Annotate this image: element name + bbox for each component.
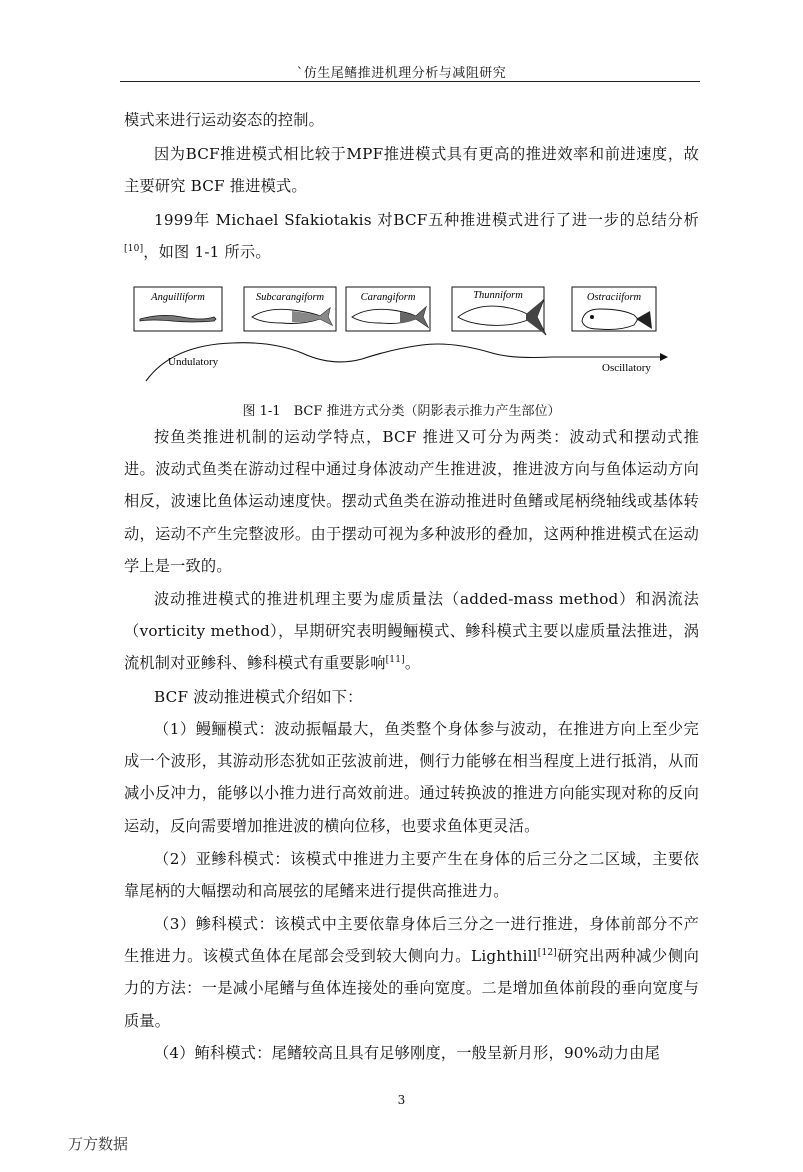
paragraph-8-text-a: （3）鲹科模式：该模式中主要依靠身体后三分之一进行推进，身体前部分不产生推进力。该模式鱼体在尾部会受到较大侧向力。Lighthill	[124, 915, 699, 966]
mode-label-thunniform: Thunniform	[473, 290, 523, 301]
paragraph-2-text-b: ，如图 1-1 所示。	[143, 243, 271, 262]
paragraph-4	[124, 583, 699, 680]
paragraph-7: （2）亚鲹科模式：该模式中推进力主要产生在身体的后三分之二区域，主要依靠尾柄的大幅摆动和高展弦的尾鳍来进行提供高推进力。	[124, 850, 699, 901]
mode-label-carangiform: Carangiform	[360, 292, 416, 303]
arrow-head	[660, 353, 668, 361]
mode-box-ostraciiform	[572, 287, 656, 331]
watermark: 万方数据	[68, 1135, 129, 1153]
paragraph-5: BCF 波动推进模式介绍如下：	[154, 688, 363, 706]
oscillatory-label: Oscillatory	[602, 362, 651, 374]
mode-box-subcarangiform	[244, 287, 336, 331]
citation-10: [10]	[124, 244, 144, 255]
paragraph-2	[124, 204, 699, 268]
undulatory-oscillatory-wave	[146, 343, 660, 381]
paragraph-8	[124, 908, 699, 1037]
paragraph-2-text-a: 1999年 Michael Sfakiotakis 对BCF五种推进模式进行了进一步的总结分析	[154, 211, 699, 229]
header-rule	[120, 81, 700, 82]
figure-caption: 图 1-1 BCF 推进方式分类（阴影表示推力产生部位）	[242, 404, 561, 419]
mode-box-carangiform	[346, 287, 430, 331]
running-header: `仿生尾鳍推进机理分析与减阻研究	[296, 66, 507, 81]
paragraph-3: 按鱼类推进机制的运动学特点，BCF 推进又可分为两类：波动式和摆动式推进。波动式鱼类在游动过程中通过身体波动产生推进波，推进波方向与鱼体运动方向相反，波速比鱼体运动速度快。摆动式鱼类在游动推进时鱼鳍或尾柄绕轴线或基体转动，运动不产生完整波形。由于摆动可视为多种波形的叠加，这两种推进模式在运动学上是一致的。	[124, 428, 699, 575]
paragraph-6: （1）鳗鲡模式：波动振幅最大，鱼类整个身体参与波动，在推进方向上至少完成一个波形，其游动形态犹如正弦波前进，侧行力能够在相当程度上进行抵消，从而减小反冲力，能够以小推力进行高效前进。通过转换波的推进方向能实现对称的反向运动，反向需要增加推进波的横向位移，也要求鱼体更灵活。	[124, 720, 699, 835]
citation-12: [12]	[537, 948, 558, 959]
mode-label-anguilliform: Anguilliform	[151, 292, 205, 303]
paragraph-4-text-b: 。	[404, 654, 421, 673]
paragraph-1: 因为BCF推进模式相比较于MPF推进模式具有更高的推进效率和前进速度，故主要研究 BCF 推进模式。	[124, 145, 699, 196]
page-number: 3	[397, 1093, 406, 1107]
undulatory-label: Undulatory	[168, 356, 219, 368]
mode-label-ostraciiform: Ostraciiform	[586, 292, 642, 303]
mode-box-thunniform	[452, 287, 546, 335]
citation-11: [11]	[385, 655, 405, 666]
paragraph-0: 模式来进行运动姿态的控制。	[124, 111, 325, 129]
bcf-modes-figure	[132, 283, 672, 385]
paragraph-4-text-a: 波动推进模式的推进机理主要为虚质量法（added-mass method）和涡流法（vorticity method），早期研究表明鳗鲡模式、鲹科模式主要以虚质量法推进，涡流机制对亚鲹科、鲹科模式有重要影响	[124, 590, 699, 673]
paragraph-8-text-b: 研究出两种减少侧向力的方法：一是减小尾鳍与鱼体连接处的垂向宽度。二是增加鱼体前段的垂向宽度与质量。	[124, 947, 699, 1030]
paragraph-9: （4）鲔科模式：尾鳍较高且具有足够刚度，一般呈新月形，90%动力由尾	[154, 1044, 660, 1062]
mode-box-anguilliform	[134, 287, 222, 331]
mode-label-subcarangiform: Subcarangiform	[255, 292, 325, 303]
